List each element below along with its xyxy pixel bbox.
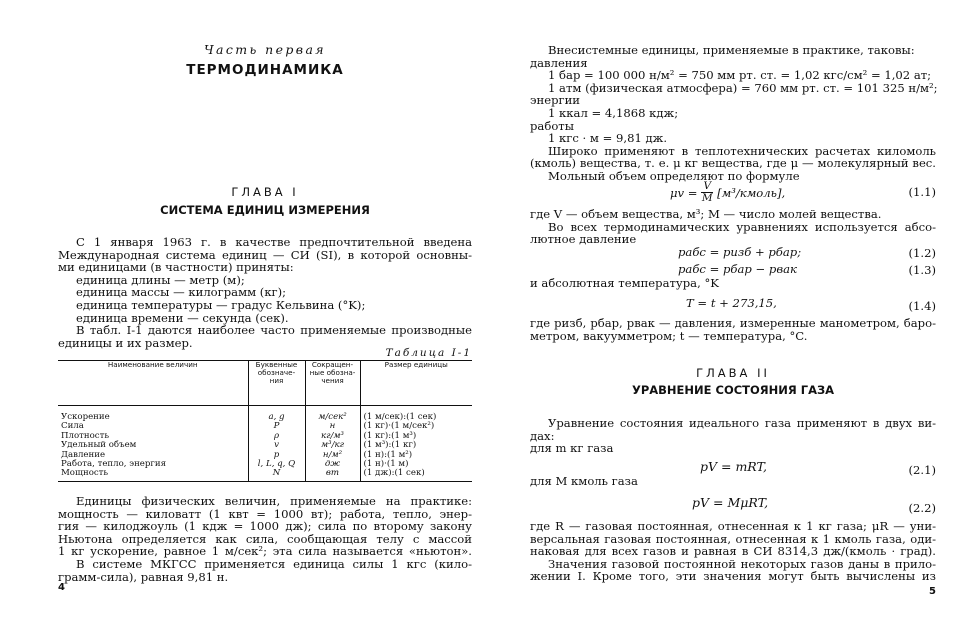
text-line: где pизб, pбар, pвак — давления, измеренные манометром, баро-: [530, 316, 936, 330]
text-line: где V — объем вещества, м³; M — число молей вещества.: [530, 207, 882, 221]
equation-1-2: [530, 245, 936, 259]
table-cell: дж: [305, 460, 360, 469]
equation-number: (2.2): [908, 501, 936, 515]
table-cell: Мощность: [58, 469, 248, 481]
table-row: [58, 469, 472, 481]
chapter-label: ГЛАВА I: [231, 185, 299, 199]
text-line: для m кг газа: [530, 441, 614, 456]
text-line: жении I. Кроме того, эти значения могут быть вычислены из: [530, 569, 936, 584]
part-title: ТЕРМОДИНАМИКА: [186, 62, 344, 78]
text-line: Мольный объем определяют по формуле: [548, 168, 800, 183]
table-cell: м/сек²: [305, 406, 360, 423]
table-cell: Удельный объем: [61, 440, 137, 451]
text-line: 1 кгс · м = 9,81 дж.: [548, 131, 668, 146]
eq-numerator: V: [703, 180, 712, 192]
table-header: Наименование величин: [58, 361, 248, 406]
text-line: мощность — киловатт (1 квт = 1000 вт); работа, тепло, энер-: [58, 506, 472, 521]
text-line: Широко применяют в теплотехнических расчетах киломоль: [548, 143, 936, 158]
page-number: 5: [929, 586, 936, 597]
table-cell: кг/м³: [305, 432, 360, 441]
equation-1-1: [530, 175, 936, 204]
text-line: дах:: [530, 428, 555, 443]
text-line: В системе МКГСС применяется единица силы 1 кгс (кило-: [76, 556, 472, 571]
text-line: единицы и их размер.: [58, 335, 193, 350]
text-line: где R — газовая постоянная, отнесенная к 1 кг газа; μR — уни-: [530, 519, 936, 533]
table-header: Размер единицы: [360, 361, 472, 406]
text-line: (кмоль) вещества, т. е. μ кг вещества, где μ — молекулярный вес.: [530, 156, 936, 171]
table-cell: (1 м/сек):(1 сек): [360, 406, 472, 423]
text-line: Во всех термодинамических уравнениях используется абсо-: [548, 219, 936, 234]
table-cell: Сила: [61, 421, 84, 432]
table-cell: P: [248, 422, 305, 431]
text-line: Международная система единиц — СИ (SI), в которой основны-: [58, 247, 472, 262]
after-eq1-paragraph: [530, 208, 936, 246]
table-cell: (1 дж):(1 сек): [360, 469, 472, 481]
text-line: Единицы физических величин, применяемые на практике:: [76, 494, 472, 508]
eq-expression: pабс = pбар − pвак: [678, 262, 797, 276]
practice-paragraph: [58, 495, 472, 583]
table-cell: м³/кг: [305, 441, 360, 450]
base-unit: единица длины — метр (м);: [76, 272, 245, 287]
final-paragraph: [530, 520, 936, 583]
eq-expression: T = t + 273,15,: [686, 296, 777, 310]
table-cell: (1 кг)·(1 м/сек²): [360, 422, 472, 431]
state-intro-paragraph: [530, 417, 936, 455]
table-cell: (1 кг):(1 м³): [360, 432, 472, 441]
equation-2-1: [530, 459, 936, 477]
table-header: Сокращен-ные обозна-чения: [305, 361, 360, 406]
text-line: Ньютона определяется как сила, сообщающая телу с массой: [58, 531, 472, 546]
text-line: 1 бар = 100 000 н/м² = 750 мм рт. ст. = 1,02 кгс/см² = 1,02 ат;: [548, 68, 932, 83]
table-cell: н/м²: [305, 451, 360, 460]
chapter-title: УРАВНЕНИЕ СОСТОЯНИЯ ГАЗА: [631, 383, 835, 397]
equation-1-4: [530, 296, 936, 313]
equation-number: (1.3): [908, 263, 936, 277]
equation-number: (2.1): [908, 463, 936, 477]
base-unit: единица времени — секунда (сек).: [76, 310, 289, 325]
table-cell: l, L, q, Q: [248, 460, 305, 469]
table-cell: Плотность: [61, 430, 110, 441]
table-cell: (1 м³):(1 кг): [360, 441, 472, 450]
table-cell: вт: [305, 469, 360, 481]
after-eq4-paragraph: [530, 317, 936, 342]
chapter-title: СИСТЕМА ЕДИНИЦ ИЗМЕРЕНИЯ: [160, 203, 370, 217]
text-line: В табл. I-1 даются наиболее часто применяемые производные: [76, 323, 472, 338]
equation-number: (1.2): [908, 246, 936, 260]
table-cell: Давление: [61, 449, 106, 460]
eq-expression: pV = MμRT,: [692, 495, 769, 510]
intro-paragraph: [58, 236, 472, 349]
text-line: наковая для всех газов и равная в СИ 8314,3 дж/(кмоль · град).: [530, 544, 936, 559]
table-row: [58, 406, 472, 423]
part-label: Часть первая: [203, 42, 326, 57]
text-line: 1 атм (физическая атмосфера) = 760 мм рт. ст. = 101 325 н/м²;: [548, 80, 938, 95]
text-line: энергии: [530, 93, 581, 108]
table-cell: Работа, тепло, энергия: [61, 459, 167, 470]
text-line: Уравнение состояния идеального газа применяют в двух ви-: [548, 416, 936, 430]
text-line: гия — килоджоуль (1 кдж = 1000 дж); сила по второму закону: [58, 519, 472, 534]
text-line: версальная газовая постоянная, отнесенная к 1 кмоль газа, оди-: [530, 531, 936, 546]
eq-lhs: μv =: [670, 185, 698, 200]
page-number: 4: [58, 582, 65, 593]
table-cell: (1 н):(1 м²): [360, 451, 472, 460]
text-line: лютное давление: [530, 232, 637, 247]
table-cell: Ускорение: [61, 412, 110, 422]
equation-number: (1.4): [908, 299, 936, 313]
base-unit: единица температуры — градус Кельвина (°K);: [76, 297, 366, 312]
text-line: метром, вакуумметром; t — температура, °C.: [530, 328, 808, 343]
table-cell: н: [305, 422, 360, 431]
text-line: Внесистемные единицы, применяемые в практике, таковы:: [548, 43, 915, 57]
eq-expression: pV = mRT,: [700, 459, 767, 474]
table-cell: N: [248, 469, 305, 481]
table-cell: a, g: [248, 406, 305, 423]
text-line: С 1 января 1963 г. в качестве предпочтительной введена: [76, 235, 472, 249]
table-cell: ρ: [248, 432, 305, 441]
table-cell: v: [248, 441, 305, 450]
eq-denominator: M: [701, 192, 713, 204]
text-line: давления: [530, 55, 588, 70]
table-header: Буквенные обозначе-ния: [248, 361, 305, 406]
equation-2-2: [530, 495, 936, 515]
table-cell: (1 н)·(1 м): [360, 460, 472, 469]
text-line: ми единицами (в частности) приняты:: [58, 260, 294, 275]
chapter-label: ГЛАВА II: [696, 366, 770, 380]
table-caption: Таблица I-1: [385, 347, 472, 359]
table-cell: p: [248, 451, 305, 460]
abs-temperature-line: и абсолютная температура, °K: [530, 276, 719, 290]
text-line: работы: [530, 118, 574, 133]
right-page: [488, 0, 976, 632]
text-line: Значения газовой постоянной некоторых газов даны в прило-: [548, 556, 936, 571]
text-line: 1 ккал = 4,1868 кдж;: [548, 105, 679, 120]
eq-rhs: [м³/кмоль],: [717, 185, 786, 200]
eq-expression: pабс = pизб + pбар;: [678, 245, 802, 259]
equation-1-3: [530, 262, 936, 276]
units-table: [58, 360, 472, 482]
text-line: 1 кг ускорение, равное 1 м/сек²; эта сила называется «ньютон».: [58, 544, 472, 559]
offsystem-paragraph: [530, 44, 936, 183]
text-line: грамм-сила), равная 9,81 н.: [58, 569, 229, 584]
base-unit: единица массы — килограмм (кг);: [76, 285, 287, 300]
equation-number: (1.1): [908, 185, 936, 199]
for-kmol-line: для M кмоль газа: [530, 474, 638, 488]
